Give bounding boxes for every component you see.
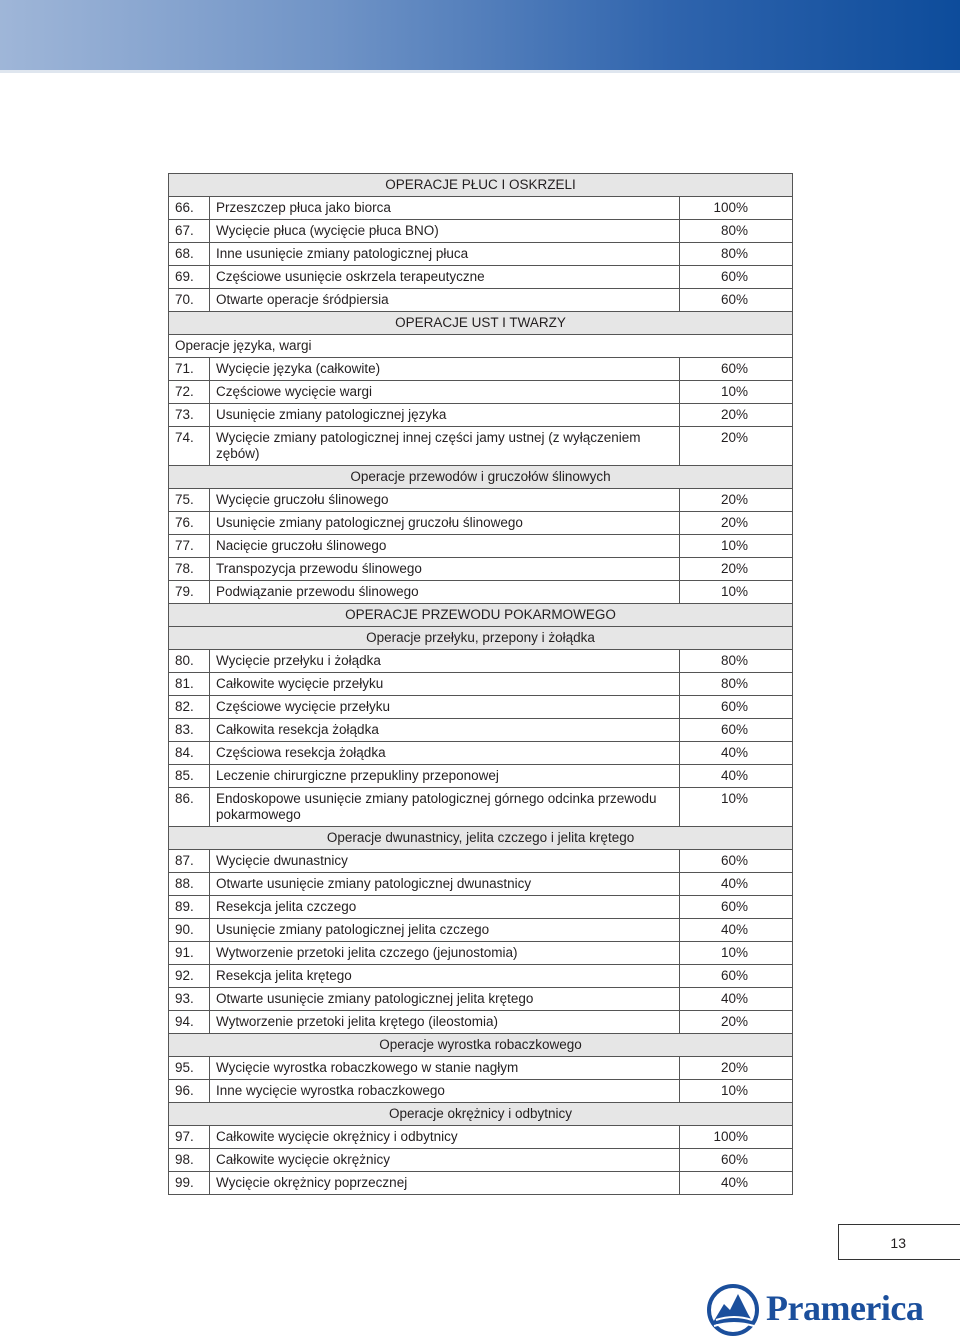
benefit-percent: 10%	[680, 535, 793, 558]
operation-name: Wycięcie wyrostka robaczkowego w stanie nagłym	[210, 1057, 680, 1080]
operation-name: Wycięcie płuca (wycięcie płuca BNO)	[210, 220, 680, 243]
table-row	[169, 266, 793, 289]
row-number: 92.	[169, 965, 210, 988]
section-header-label: Operacje okrężnicy i odbytnicy	[169, 1103, 793, 1126]
operation-name: Wycięcie gruczołu ślinowego	[210, 489, 680, 512]
brand-name: Pramerica	[766, 1288, 924, 1328]
row-number: 69.	[169, 266, 210, 289]
table-row	[169, 1149, 793, 1172]
operation-name: Całkowite wycięcie okrężnicy i odbytnicy	[210, 1126, 680, 1149]
section-header	[169, 1103, 793, 1126]
operation-name: Wycięcie języka (całkowite)	[210, 358, 680, 381]
table-row	[169, 581, 793, 604]
top-divider	[0, 70, 960, 73]
table-row	[169, 404, 793, 427]
row-number: 68.	[169, 243, 210, 266]
table-row	[169, 358, 793, 381]
table-row	[169, 788, 793, 827]
table-row	[169, 765, 793, 788]
operation-name: Usunięcie zmiany patologicznej jelita czczego	[210, 919, 680, 942]
operation-name: Podwiązanie przewodu ślinowego	[210, 581, 680, 604]
top-decorative-band	[0, 0, 960, 70]
operation-name: Częściowe wycięcie przełyku	[210, 696, 680, 719]
table-row	[169, 650, 793, 673]
benefit-percent: 60%	[680, 1149, 793, 1172]
operation-name: Wycięcie przełyku i żołądka	[210, 650, 680, 673]
benefit-percent: 80%	[680, 650, 793, 673]
table-row	[169, 1057, 793, 1080]
operation-name: Częściowe usunięcie oskrzela terapeutyczne	[210, 266, 680, 289]
section-header	[169, 174, 793, 197]
section-header-label: OPERACJE PRZEWODU POKARMOWEGO	[169, 604, 793, 627]
operation-name: Resekcja jelita czczego	[210, 896, 680, 919]
operation-name: Endoskopowe usunięcie zmiany patologicznej górnego odcinka przewodu pokarmowego	[210, 788, 680, 827]
benefit-percent: 40%	[680, 1172, 793, 1195]
section-header	[169, 604, 793, 627]
subsection-header	[169, 335, 793, 358]
benefit-percent: 20%	[680, 404, 793, 427]
table-row	[169, 535, 793, 558]
benefit-percent: 80%	[680, 220, 793, 243]
row-number: 79.	[169, 581, 210, 604]
benefit-percent: 20%	[680, 427, 793, 466]
benefit-percent: 60%	[680, 266, 793, 289]
table-row	[169, 289, 793, 312]
benefit-percent: 40%	[680, 919, 793, 942]
benefit-percent: 10%	[680, 581, 793, 604]
operation-name: Resekcja jelita krętego	[210, 965, 680, 988]
operation-name: Otwarte operacje śródpiersia	[210, 289, 680, 312]
table-row	[169, 1172, 793, 1195]
table-row	[169, 965, 793, 988]
table-row	[169, 873, 793, 896]
table-row	[169, 988, 793, 1011]
row-number: 88.	[169, 873, 210, 896]
section-header-label: Operacje przewodów i gruczołów ślinowych	[169, 466, 793, 489]
benefit-percent: 100%	[680, 197, 793, 220]
operation-name: Nacięcie gruczołu ślinowego	[210, 535, 680, 558]
operation-name: Wycięcie zmiany patologicznej innej części jamy ustnej (z wyłączeniem zębów)	[210, 427, 680, 466]
benefit-percent: 10%	[680, 1080, 793, 1103]
operation-name: Częściowe wycięcie wargi	[210, 381, 680, 404]
table-row	[169, 1080, 793, 1103]
operations-table-body	[169, 174, 793, 1195]
benefit-percent: 60%	[680, 719, 793, 742]
table-row	[169, 220, 793, 243]
row-number: 93.	[169, 988, 210, 1011]
row-number: 89.	[169, 896, 210, 919]
table-row	[169, 558, 793, 581]
row-number: 67.	[169, 220, 210, 243]
section-header-label: Operacje wyrostka robaczkowego	[169, 1034, 793, 1057]
row-number: 84.	[169, 742, 210, 765]
section-header	[169, 312, 793, 335]
benefit-percent: 40%	[680, 742, 793, 765]
operation-name: Usunięcie zmiany patologicznej gruczołu ślinowego	[210, 512, 680, 535]
operation-name: Całkowite wycięcie przełyku	[210, 673, 680, 696]
benefit-percent: 60%	[680, 289, 793, 312]
operation-name: Całkowite wycięcie okrężnicy	[210, 1149, 680, 1172]
operation-name: Inne wycięcie wyrostka robaczkowego	[210, 1080, 680, 1103]
benefit-percent: 10%	[680, 381, 793, 404]
row-number: 80.	[169, 650, 210, 673]
benefit-percent: 60%	[680, 896, 793, 919]
row-number: 78.	[169, 558, 210, 581]
table-row	[169, 427, 793, 466]
benefit-percent: 80%	[680, 243, 793, 266]
row-number: 81.	[169, 673, 210, 696]
table-row	[169, 381, 793, 404]
benefit-percent: 20%	[680, 512, 793, 535]
operation-name: Otwarte usunięcie zmiany patologicznej dwunastnicy	[210, 873, 680, 896]
section-header-label: OPERACJE PŁUC I OSKRZELI	[169, 174, 793, 197]
row-number: 98.	[169, 1149, 210, 1172]
table-row	[169, 1126, 793, 1149]
table-row	[169, 942, 793, 965]
benefit-percent: 40%	[680, 988, 793, 1011]
section-header	[169, 1034, 793, 1057]
row-number: 85.	[169, 765, 210, 788]
row-number: 75.	[169, 489, 210, 512]
benefit-percent: 60%	[680, 965, 793, 988]
row-number: 71.	[169, 358, 210, 381]
section-header-label: Operacje dwunastnicy, jelita czczego i jelita krętego	[169, 827, 793, 850]
operation-name: Transpozycja przewodu ślinowego	[210, 558, 680, 581]
operation-name: Wytworzenie przetoki jelita krętego (ileostomia)	[210, 1011, 680, 1034]
benefit-percent: 20%	[680, 1057, 793, 1080]
row-number: 83.	[169, 719, 210, 742]
benefit-percent: 60%	[680, 696, 793, 719]
row-number: 99.	[169, 1172, 210, 1195]
operation-name: Całkowita resekcja żołądka	[210, 719, 680, 742]
table-row	[169, 1011, 793, 1034]
row-number: 74.	[169, 427, 210, 466]
benefit-percent: 20%	[680, 489, 793, 512]
table-row	[169, 696, 793, 719]
section-header	[169, 827, 793, 850]
operation-name: Wycięcie dwunastnicy	[210, 850, 680, 873]
operation-name: Wytworzenie przetoki jelita czczego (jejunostomia)	[210, 942, 680, 965]
section-header-label: Operacje języka, wargi	[169, 335, 793, 358]
row-number: 76.	[169, 512, 210, 535]
row-number: 91.	[169, 942, 210, 965]
operations-table	[168, 173, 793, 1195]
operation-name: Otwarte usunięcie zmiany patologicznej jelita krętego	[210, 988, 680, 1011]
table-row	[169, 919, 793, 942]
row-number: 82.	[169, 696, 210, 719]
row-number: 96.	[169, 1080, 210, 1103]
row-number: 87.	[169, 850, 210, 873]
row-number: 70.	[169, 289, 210, 312]
section-header-label: OPERACJE UST I TWARZY	[169, 312, 793, 335]
table-row	[169, 489, 793, 512]
table-row	[169, 243, 793, 266]
row-number: 94.	[169, 1011, 210, 1034]
operation-name: Inne usunięcie zmiany patologicznej płuca	[210, 243, 680, 266]
benefit-percent: 20%	[680, 1011, 793, 1034]
row-number: 66.	[169, 197, 210, 220]
table-row	[169, 719, 793, 742]
page-number: 13	[838, 1224, 960, 1260]
row-number: 95.	[169, 1057, 210, 1080]
section-header-label: Operacje przełyku, przepony i żołądka	[169, 627, 793, 650]
row-number: 72.	[169, 381, 210, 404]
operation-name: Przeszczep płuca jako biorca	[210, 197, 680, 220]
benefit-percent: 60%	[680, 850, 793, 873]
benefit-percent: 80%	[680, 673, 793, 696]
section-header	[169, 466, 793, 489]
benefit-percent: 20%	[680, 558, 793, 581]
row-number: 97.	[169, 1126, 210, 1149]
operation-name: Usunięcie zmiany patologicznej języka	[210, 404, 680, 427]
table-row	[169, 896, 793, 919]
operation-name: Wycięcie okrężnicy poprzecznej	[210, 1172, 680, 1195]
benefit-percent: 40%	[680, 765, 793, 788]
table-row	[169, 673, 793, 696]
benefit-percent: 60%	[680, 358, 793, 381]
section-header	[169, 627, 793, 650]
table-row	[169, 197, 793, 220]
table-row	[169, 512, 793, 535]
operation-name: Częściowa resekcja żołądka	[210, 742, 680, 765]
row-number: 90.	[169, 919, 210, 942]
table-row	[169, 742, 793, 765]
benefit-percent: 100%	[680, 1126, 793, 1149]
row-number: 73.	[169, 404, 210, 427]
benefit-percent: 10%	[680, 788, 793, 827]
table-row	[169, 850, 793, 873]
row-number: 86.	[169, 788, 210, 827]
benefit-percent: 40%	[680, 873, 793, 896]
benefit-percent: 10%	[680, 942, 793, 965]
row-number: 77.	[169, 535, 210, 558]
operation-name: Leczenie chirurgiczne przepukliny przeponowej	[210, 765, 680, 788]
